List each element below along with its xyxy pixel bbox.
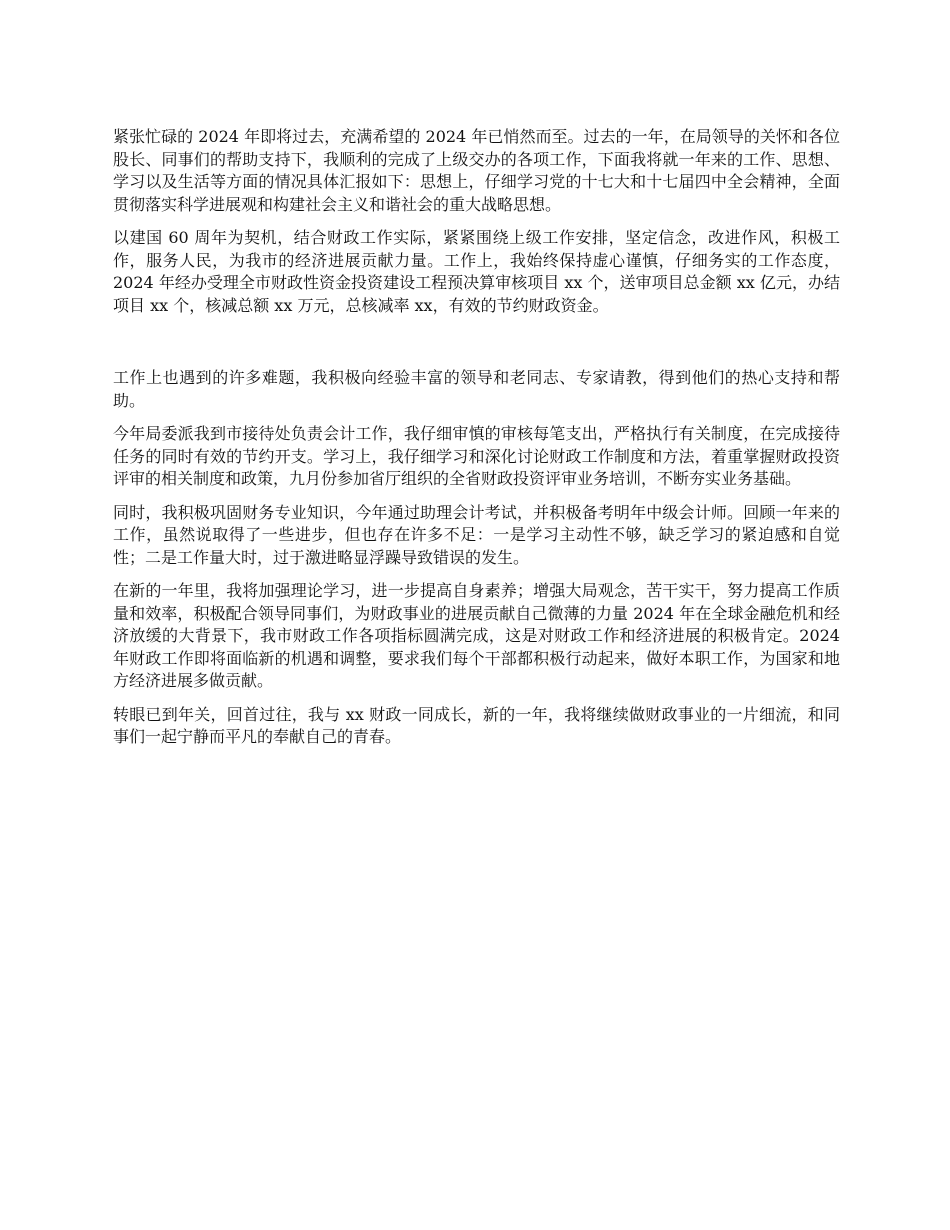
paragraph-4: 今年局委派我到市接待处负责会计工作，我仔细审慎的审核每笔支出，严格执行有关制度，在完成接待任务的同时有效的节约开支。学习上，我仔细学习和深化讨论财政工作制度和方法，着重掌握财政投资评审的相关制度和政策，九月份参加省厅组织的全省财政投资评审业务培训，不断夯实业务基础。 [113, 424, 840, 488]
paragraph-1: 紧张忙碌的 2024 年即将过去，充满希望的 2024 年已悄然而至。过去的一年，在局领导的关怀和各位股长、同事们的帮助支持下，我顺利的完成了上级交办的各项工作，下面我将就一年来的工作、思想、学习以及生活等方面的情况具体汇报如下：思想上，仔细学习党的十七大和十七届四中全会精神，全面贯彻落实科学进展观和构建社会主义和谐社会的重大战略思想。 [113, 127, 840, 214]
paragraph-2: 以建国 60 周年为契机，结合财政工作实际，紧紧围绕上级工作安排，坚定信念，改进作风，积极工作，服务人民，为我市的经济进展贡献力量。工作上，我始终保持虚心谨慎，仔细务实的工作态度，2024 年经办受理全市财政性资金投资建设工程预决算审核项目 xx 个，送审项目总金额 xx 亿元，办结项目 xx 个，核减总额 xx 万元，总核减率 xx，有效的节约财政资金。 [113, 228, 840, 315]
paragraph-5: 同时，我积极巩固财务专业知识，今年通过助理会计考试，并积极备考明年中级会计师。回顾一年来的工作，虽然说取得了一些进步，但也存在许多不足：一是学习主动性不够，缺乏学习的紧迫感和自觉性；二是工作量大时，过于激进略显浮躁导致错误的发生。 [113, 502, 840, 567]
document-body [113, 126, 840, 760]
paragraph-7: 转眼已到年关，回首过往，我与 xx 财政一同成长，新的一年，我将继续做财政事业的一片细流，和同事们一起宁静而平凡的奉献自己的青春。 [113, 704, 840, 746]
paragraph-6: 在新的一年里，我将加强理论学习，进一步提高自身素养；增强大局观念，苦干实干，努力提高工作质量和效率，积极配合领导同事们，为财政事业的进展贡献自己微薄的力量 2024 年在全球金融危机和经济放缓的大背景下，我市财政工作各项指标圆满完成，这是对财政工作和经济进展的积极肯定。2024 年财政工作即将面临新的机遇和调整，要求我们每个干部都积极行动起来，做好本职工作，为国家和地方经济进展多做贡献。 [113, 581, 840, 690]
paragraph-3: 工作上也遇到的许多难题，我积极向经验丰富的领导和老同志、专家请教，得到他们的热心支持和帮助。 [113, 368, 840, 410]
